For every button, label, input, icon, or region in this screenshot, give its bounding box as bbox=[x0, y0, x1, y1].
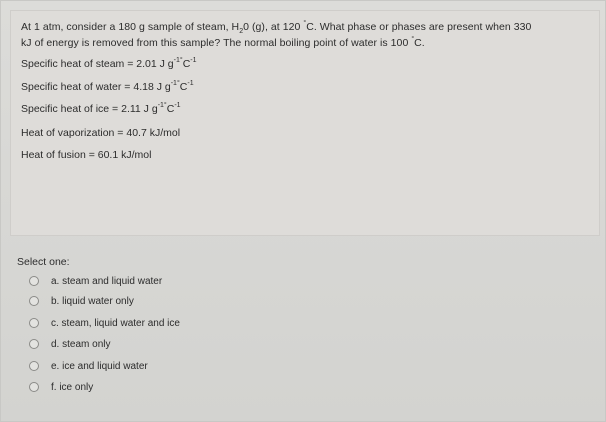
question-line2-post: C. bbox=[414, 37, 425, 49]
option-a[interactable] bbox=[17, 272, 277, 290]
degree-symbol: ° bbox=[411, 35, 415, 43]
degree-symbol: ° bbox=[176, 79, 180, 87]
exponent: -1 bbox=[173, 56, 180, 64]
select-one-label: Select one: bbox=[17, 256, 70, 268]
option-label: a. steam and liquid water bbox=[51, 275, 163, 287]
question-line1-post: C. What phase or phases are present when 330 bbox=[306, 21, 532, 33]
heat-of-vaporization: Heat of vaporization = 40.7 kJ/mol bbox=[21, 127, 181, 139]
radio-button[interactable] bbox=[29, 361, 39, 371]
specific-heat-water bbox=[21, 81, 194, 93]
specific-heat-ice bbox=[21, 103, 181, 115]
radio-button[interactable] bbox=[29, 339, 39, 349]
option-label: e. ice and liquid water bbox=[51, 360, 148, 372]
question-line1-pre: At 1 atm, consider a 180 g sample of steam, H bbox=[21, 21, 240, 33]
option-e[interactable] bbox=[17, 357, 277, 375]
option-label: b. liquid water only bbox=[51, 295, 134, 307]
exponent: -1 bbox=[190, 56, 197, 64]
option-b[interactable] bbox=[17, 292, 277, 310]
heat-of-fusion: Heat of fusion = 60.1 kJ/mol bbox=[21, 149, 152, 161]
radio-button[interactable] bbox=[29, 382, 39, 392]
exponent: -1 bbox=[174, 101, 181, 109]
degree-symbol: ° bbox=[303, 19, 307, 27]
radio-button[interactable] bbox=[29, 296, 39, 306]
question-line-2 bbox=[21, 35, 581, 51]
question-text bbox=[21, 19, 581, 51]
question-line-1 bbox=[21, 19, 581, 35]
option-label: d. steam only bbox=[51, 338, 111, 350]
water-text: Specific heat of water = 4.18 J g bbox=[21, 81, 171, 93]
celsius-unit: C bbox=[179, 81, 188, 93]
option-f[interactable] bbox=[17, 378, 277, 396]
option-label: f. ice only bbox=[51, 381, 94, 393]
steam-text: Specific heat of steam = 2.01 J g bbox=[21, 58, 174, 70]
degree-symbol: ° bbox=[163, 101, 167, 109]
ice-text: Specific heat of ice = 2.11 J g bbox=[21, 103, 158, 115]
exponent: -1 bbox=[170, 79, 177, 87]
h2o-subscript: 2 bbox=[239, 28, 244, 36]
degree-symbol: ° bbox=[179, 56, 183, 64]
answer-area bbox=[17, 256, 180, 393]
specific-heat-steam bbox=[21, 58, 197, 70]
option-c[interactable] bbox=[17, 314, 277, 332]
exponent: -1 bbox=[157, 101, 164, 109]
option-d[interactable] bbox=[17, 335, 277, 353]
question-line1-mid: 0 (g), at 120 bbox=[243, 21, 304, 33]
radio-button[interactable] bbox=[29, 318, 39, 328]
option-label: c. steam, liquid water and ice bbox=[51, 317, 180, 329]
celsius-unit: C bbox=[166, 103, 175, 115]
question-box bbox=[10, 10, 600, 236]
celsius-unit: C bbox=[182, 58, 191, 70]
exponent: -1 bbox=[187, 79, 194, 87]
radio-button[interactable] bbox=[29, 276, 39, 286]
question-line2-pre: kJ of energy is removed from this sample? The normal boiling point of water is 100 bbox=[21, 37, 412, 49]
